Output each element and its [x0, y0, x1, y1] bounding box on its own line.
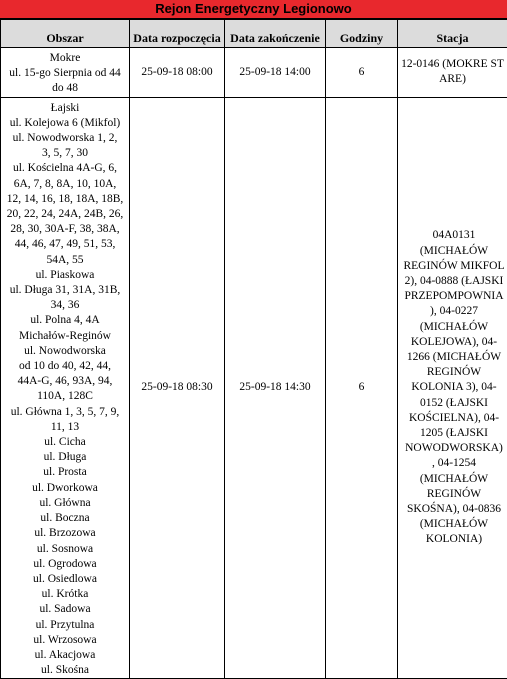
text-line: ul. Skośna: [2, 663, 128, 678]
station-cell: [398, 97, 507, 679]
text-line: REGINÓW: [402, 487, 506, 502]
text-line: ul. Główna: [2, 496, 128, 511]
text-line: (MICHAŁÓW: [402, 320, 506, 335]
text-line: 34, 36: [2, 298, 128, 313]
sheet-title: Rejon Energetyczny Legionowo: [0, 0, 507, 19]
text-line: KOLEJOWA), 04-: [402, 335, 506, 350]
table-row: [1, 97, 507, 679]
text-line: SKOŚNA), 04-0836: [402, 502, 506, 517]
column-header-hours: Godziny: [326, 20, 398, 48]
hours-cell: 6: [326, 48, 398, 98]
text-line: 44A-G, 46, 93A, 94,: [2, 374, 128, 389]
text-line: 1205 (ŁAJSKI: [402, 426, 506, 441]
text-line: ul. Nowodworska: [2, 344, 128, 359]
text-line: 54A, 55: [2, 253, 128, 268]
text-line: PRZEPOMPOWNIA: [402, 289, 506, 304]
text-line: (MICHAŁÓW: [402, 244, 506, 259]
text-line: ul. Sadowa: [2, 602, 128, 617]
end-cell: 25-09-18 14:00: [225, 48, 326, 98]
text-line: Michałów-Reginów: [2, 329, 128, 344]
text-line: 20, 22, 24, 24A, 24B, 26,: [2, 207, 128, 222]
text-line: KOŚCIELNA), 04-: [402, 411, 506, 426]
text-line: , 04-1254: [402, 456, 506, 471]
text-line: ), 04-0227: [402, 304, 506, 319]
text-line: ul. Akacjowa: [2, 648, 128, 663]
area-lines: [2, 98, 128, 679]
start-cell: 25-09-18 08:30: [130, 97, 225, 679]
text-line: REGINÓW MIKFOL: [402, 259, 506, 274]
column-header-end: Data zakończenie: [225, 20, 326, 48]
text-line: 1266 (MICHAŁÓW: [402, 350, 506, 365]
text-line: ul. 15-go Sierpnia od 44: [2, 66, 128, 81]
text-line: 3, 5, 7, 30: [2, 146, 128, 161]
text-line: ul. Polna 4, 4A: [2, 313, 128, 328]
end-cell: 25-09-18 14:30: [225, 97, 326, 679]
text-line: KOLONIA): [402, 532, 506, 547]
text-line: ul. Przytulna: [2, 618, 128, 633]
text-line: ul. Kolejowa 6 (Mikfol): [2, 116, 128, 131]
text-line: ul. Kościelna 4A-G, 6,: [2, 161, 128, 176]
column-header-station: Stacja: [398, 20, 507, 48]
hours-cell: 6: [326, 97, 398, 679]
text-line: (MICHAŁÓW: [402, 472, 506, 487]
text-line: 11, 13: [2, 420, 128, 435]
outage-table: [0, 19, 507, 679]
header-row: [1, 20, 507, 48]
text-line: ul. Cicha: [2, 435, 128, 450]
text-line: ul. Nowodworska 1, 2,: [2, 131, 128, 146]
text-line: ul. Krótka: [2, 587, 128, 602]
text-line: KOLONIA 3), 04-: [402, 380, 506, 395]
text-line: 110A, 128C: [2, 389, 128, 404]
text-line: ul. Ogrodowa: [2, 557, 128, 572]
text-line: 28, 30, 30A-F, 38, 38A,: [2, 222, 128, 237]
text-line: ul. Długa: [2, 450, 128, 465]
text-line: 12, 14, 16, 18, 18A, 18B,: [2, 192, 128, 207]
text-line: od 10 do 40, 42, 44,: [2, 359, 128, 374]
text-line: REGINÓW: [402, 365, 506, 380]
area-lines: [2, 48, 128, 97]
area-cell: [1, 97, 130, 679]
text-line: ul. Osiedlowa: [2, 572, 128, 587]
text-line: Mokre: [2, 51, 128, 66]
table-row: [1, 48, 507, 98]
text-line: ul. Sosnowa: [2, 542, 128, 557]
text-line: ul. Boczna: [2, 511, 128, 526]
text-line: do 48: [2, 81, 128, 96]
text-line: ul. Wrzosowa: [2, 633, 128, 648]
text-line: 44, 46, 47, 49, 51, 53,: [2, 237, 128, 252]
column-header-area: Obszar: [1, 20, 130, 48]
text-line: 0152 (ŁAJSKI: [402, 396, 506, 411]
text-line: (MICHAŁÓW: [402, 517, 506, 532]
station-cell: 12-0146 (MOKRE STARE): [398, 48, 507, 98]
text-line: ul. Dworkowa: [2, 481, 128, 496]
text-line: 6A, 7, 8, 8A, 10, 10A,: [2, 177, 128, 192]
start-cell: 25-09-18 08:00: [130, 48, 225, 98]
station-lines: [402, 228, 506, 547]
area-cell: [1, 48, 130, 98]
text-line: ul. Piaskowa: [2, 268, 128, 283]
text-line: 2), 04-0888 (ŁAJSKI: [402, 274, 506, 289]
text-line: ul. Główna 1, 3, 5, 7, 9,: [2, 405, 128, 420]
text-line: 04A0131: [402, 228, 506, 243]
text-line: ul. Prosta: [2, 465, 128, 480]
text-line: NOWODWORSKA): [402, 441, 506, 456]
text-line: ul. Brzozowa: [2, 526, 128, 541]
text-line: ul. Długa 31, 31A, 31B,: [2, 283, 128, 298]
column-header-start: Data rozpoczęcia: [130, 20, 225, 48]
text-line: Łajski: [2, 101, 128, 116]
